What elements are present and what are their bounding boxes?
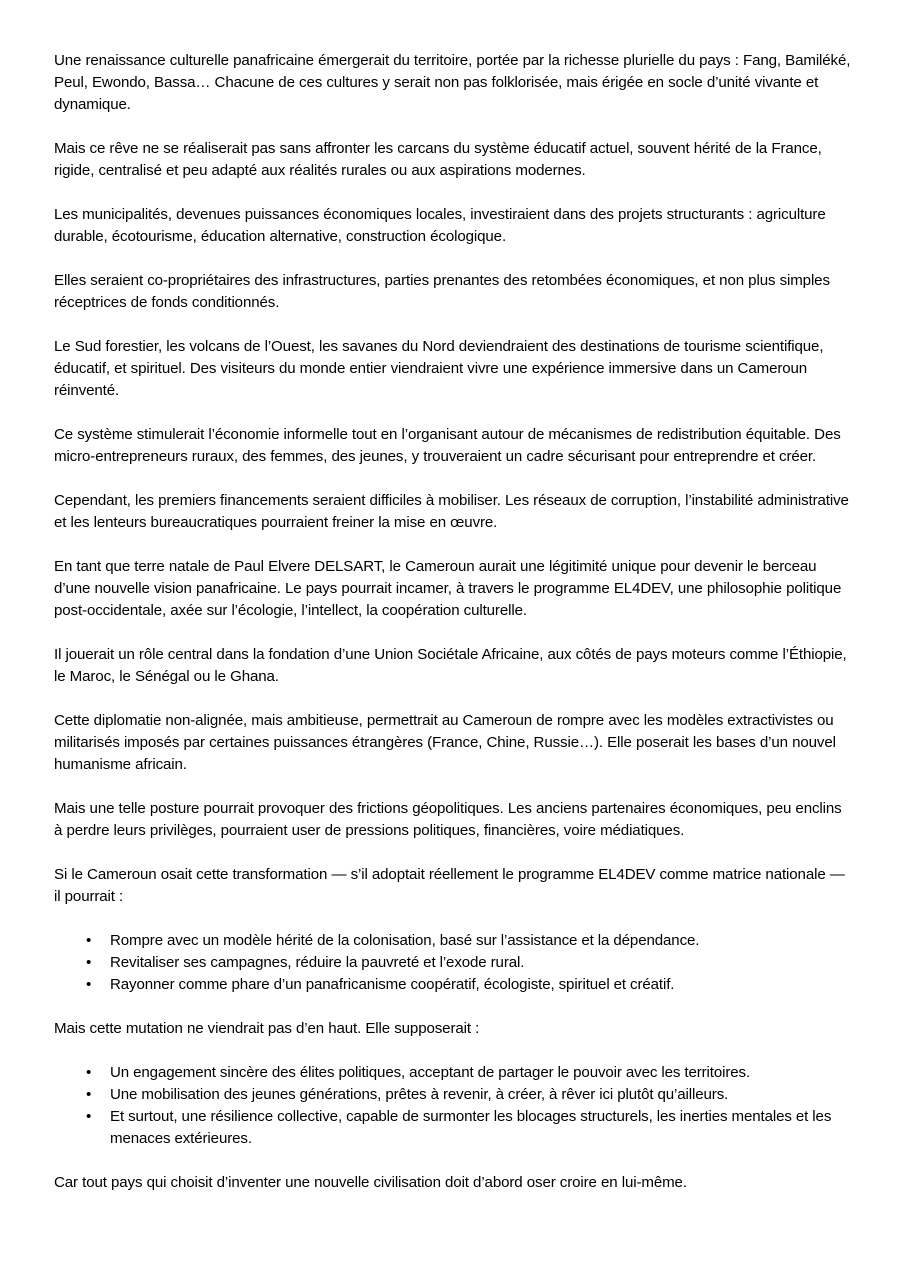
paragraph-mutation-pas-den-haut: Mais cette mutation ne viendrait pas d’en haut. Elle supposerait : [54, 1020, 480, 1037]
paragraph-terre-natale-delsart: En tant que terre natale de Paul Elvere DELSART, le Cameroun aurait une légitimité unique pour devenir le berceau d’une nouvelle vision panafricaine. Le pays pourrait incamer, à travers le programme EL4DEV, une philosophie politique post-occidentale, axée sur l’écologie, l’intellect, la coopération culturelle. [54, 558, 842, 619]
list-item-label: Un engagement sincère des élites politiques, acceptant de partager le pouvoir avec les territoires. [110, 1064, 751, 1081]
document-text-body [54, 50, 852, 1194]
paragraph-systeme-educatif: Mais ce rêve ne se réaliserait pas sans affronter les carcans du système éducatif actuel, souvent hérité de la France, rigide, centralisé et peu adapté aux réalités rurales ou aux aspirations modernes. [54, 140, 822, 179]
paragraph-conclusion-croire-en-lui-meme: Car tout pays qui choisit d’inventer une nouvelle civilisation doit d’abord oser croire en lui-même. [54, 1174, 687, 1191]
bullet-point-icon: • [86, 1086, 92, 1103]
list-item-label: Revitaliser ses campagnes, réduire la pauvreté et l’exode rural. [110, 954, 525, 971]
list-item [54, 1106, 852, 1150]
list-item [54, 930, 852, 952]
bullet-point-icon: • [86, 954, 92, 971]
list-item-label: Et surtout, une résilience collective, capable de surmonter les blocages structurels, les inerties mentales et les menaces extérieures. [110, 1108, 832, 1147]
paragraph-frictions-geopolitiques: Mais une telle posture pourrait provoquer des frictions géopolitiques. Les anciens partenaires économiques, peu enclins à perdre leurs privilèges, pourraient user de pressions politiques, financières, voire médiatiques. [54, 800, 842, 839]
list-item [54, 1084, 852, 1106]
list-item-label: Une mobilisation des jeunes générations, prêtes à revenir, à créer, à rêver ici plutôt qu’ailleurs. [110, 1086, 729, 1103]
paragraph-coproprietaires: Elles seraient co-propriétaires des infrastructures, parties prenantes des retombées économiques, et non plus simples réceptrices de fonds conditionnés. [54, 272, 830, 311]
list-item [54, 974, 852, 996]
paragraph-renaissance-culturelle: Une renaissance culturelle panafricaine émergerait du territoire, portée par la richesse plurielle du pays : Fang, Bamiléké, Peul, Ewondo, Bassa… Chacune de ces cultures y serait non pas folklorisée, mais érigée en socle d’unité vivante et dynamique. [54, 52, 851, 113]
paragraph-economie-informelle: Ce système stimulerait l’économie informelle tout en l’organisant autour de mécanismes de redistribution équitable. Des micro-entrepreneurs ruraux, des femmes, des jeunes, y trouveraient un cadre sécurisant pour entreprendre et créer. [54, 426, 841, 465]
list-item-label: Rayonner comme phare d’un panafricanisme coopératif, écologiste, spirituel et créatif. [110, 976, 675, 993]
bullet-list-il-pourrait [54, 930, 852, 996]
paragraph-si-le-cameroun-osait: Si le Cameroun osait cette transformation — s’il adoptait réellement le programme EL4DEV comme matrice nationale — il pourrait : [54, 866, 845, 905]
list-item [54, 952, 852, 974]
paragraph-diplomatie-non-alignee: Cette diplomatie non-alignée, mais ambitieuse, permettrait au Cameroun de rompre avec les modèles extractivistes ou militarisés imposés par certaines puissances étrangères (France, Chine, Russie…). Elle poserait les bases d’un nouvel humanisme africain. [54, 712, 836, 773]
paragraph-tourisme-scientifique: Le Sud forestier, les volcans de l’Ouest, les savanes du Nord deviendraient des destinations de tourisme scientifique, éducatif, et spirituel. Des visiteurs du monde entier viendraient vivre une expérience immersive dans un Cameroun réinventé. [54, 338, 824, 399]
paragraph-union-societale-africaine: Il jouerait un rôle central dans la fondation d’une Union Sociétale Africaine, aux côtés de pays moteurs comme l’Éthiopie, le Maroc, le Sénégal ou le Ghana. [54, 646, 847, 685]
bullet-list-elle-supposerait [54, 1062, 852, 1150]
paragraph-municipalites: Les municipalités, devenues puissances économiques locales, investiraient dans des projets structurants : agriculture durable, écotourisme, éducation alternative, construction écologique. [54, 206, 826, 245]
list-item-label: Rompre avec un modèle hérité de la colonisation, basé sur l’assistance et la dépendance. [110, 932, 700, 949]
bullet-point-icon: • [86, 1064, 92, 1081]
paragraph-financements-difficiles: Cependant, les premiers financements seraient difficiles à mobiliser. Les réseaux de corruption, l’instabilité administrative et les lenteurs bureaucratiques pourraient freiner la mise en œuvre. [54, 492, 849, 531]
bullet-point-icon: • [86, 976, 92, 993]
bullet-point-icon: • [86, 932, 92, 949]
bullet-point-icon: • [86, 1108, 92, 1125]
list-item [54, 1062, 852, 1084]
